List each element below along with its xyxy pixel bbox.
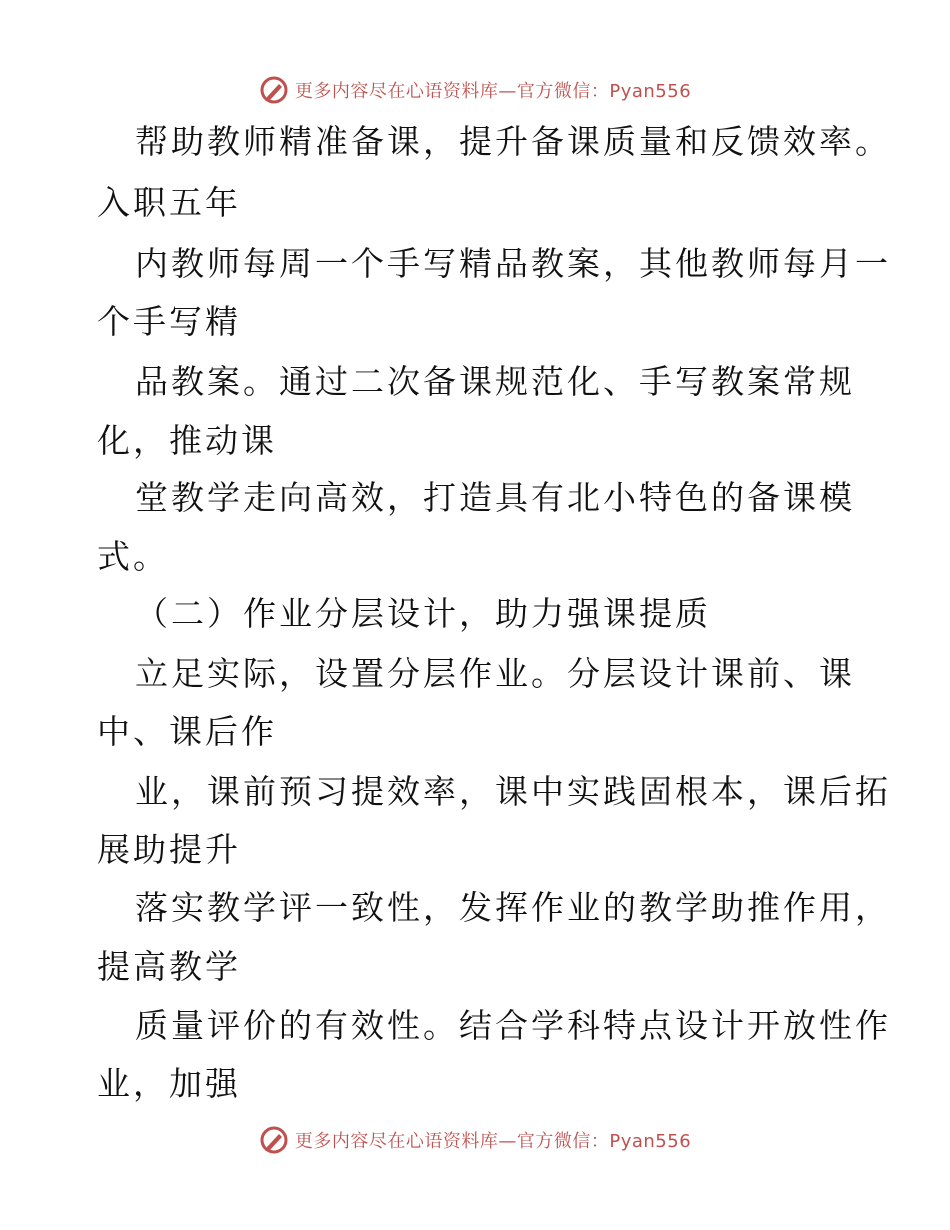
text-line: 业，课前预习提效率，课中实践固根本，课后拓 — [135, 772, 891, 811]
watermark-footer — [0, 1120, 950, 1160]
pen-logo-icon — [259, 75, 289, 105]
text-line: 帮助教师精准备课，提升备课质量和反馈效率。 — [135, 122, 891, 161]
text-line: 展助提升 — [97, 830, 241, 869]
watermark-text: 更多内容尽在心语资料库—官方微信：Pyan556 — [294, 81, 692, 102]
watermark-text: 更多内容尽在心语资料库—官方微信：Pyan556 — [294, 1131, 692, 1152]
text-line: 提高教学 — [97, 947, 241, 986]
text-line: 堂教学走向高效，打造具有北小特色的备课模 — [135, 478, 855, 517]
text-line: 个手写精 — [97, 302, 241, 341]
text-line: 质量评价的有效性。结合学科特点设计开放性作 — [135, 1006, 891, 1045]
watermark-header — [0, 70, 950, 110]
text-line: 品教案。通过二次备课规范化、手写教案常规 — [135, 362, 855, 401]
text-line: 立足实际，设置分层作业。分层设计课前、课 — [135, 654, 855, 693]
section-heading: （二）作业分层设计，助力强课提质 — [135, 594, 711, 633]
text-line: 内教师每周一个手写精品教案，其他教师每月一 — [135, 244, 891, 283]
text-line: 落实教学评一致性，发挥作业的教学助推作用， — [135, 888, 891, 927]
text-line: 中、课后作 — [97, 712, 277, 751]
text-line: 式。 — [97, 537, 169, 576]
pen-logo-icon — [259, 1125, 289, 1155]
text-line: 业，加强 — [97, 1064, 241, 1103]
text-line: 化，推动课 — [97, 421, 277, 460]
text-line: 入职五年 — [97, 183, 241, 222]
